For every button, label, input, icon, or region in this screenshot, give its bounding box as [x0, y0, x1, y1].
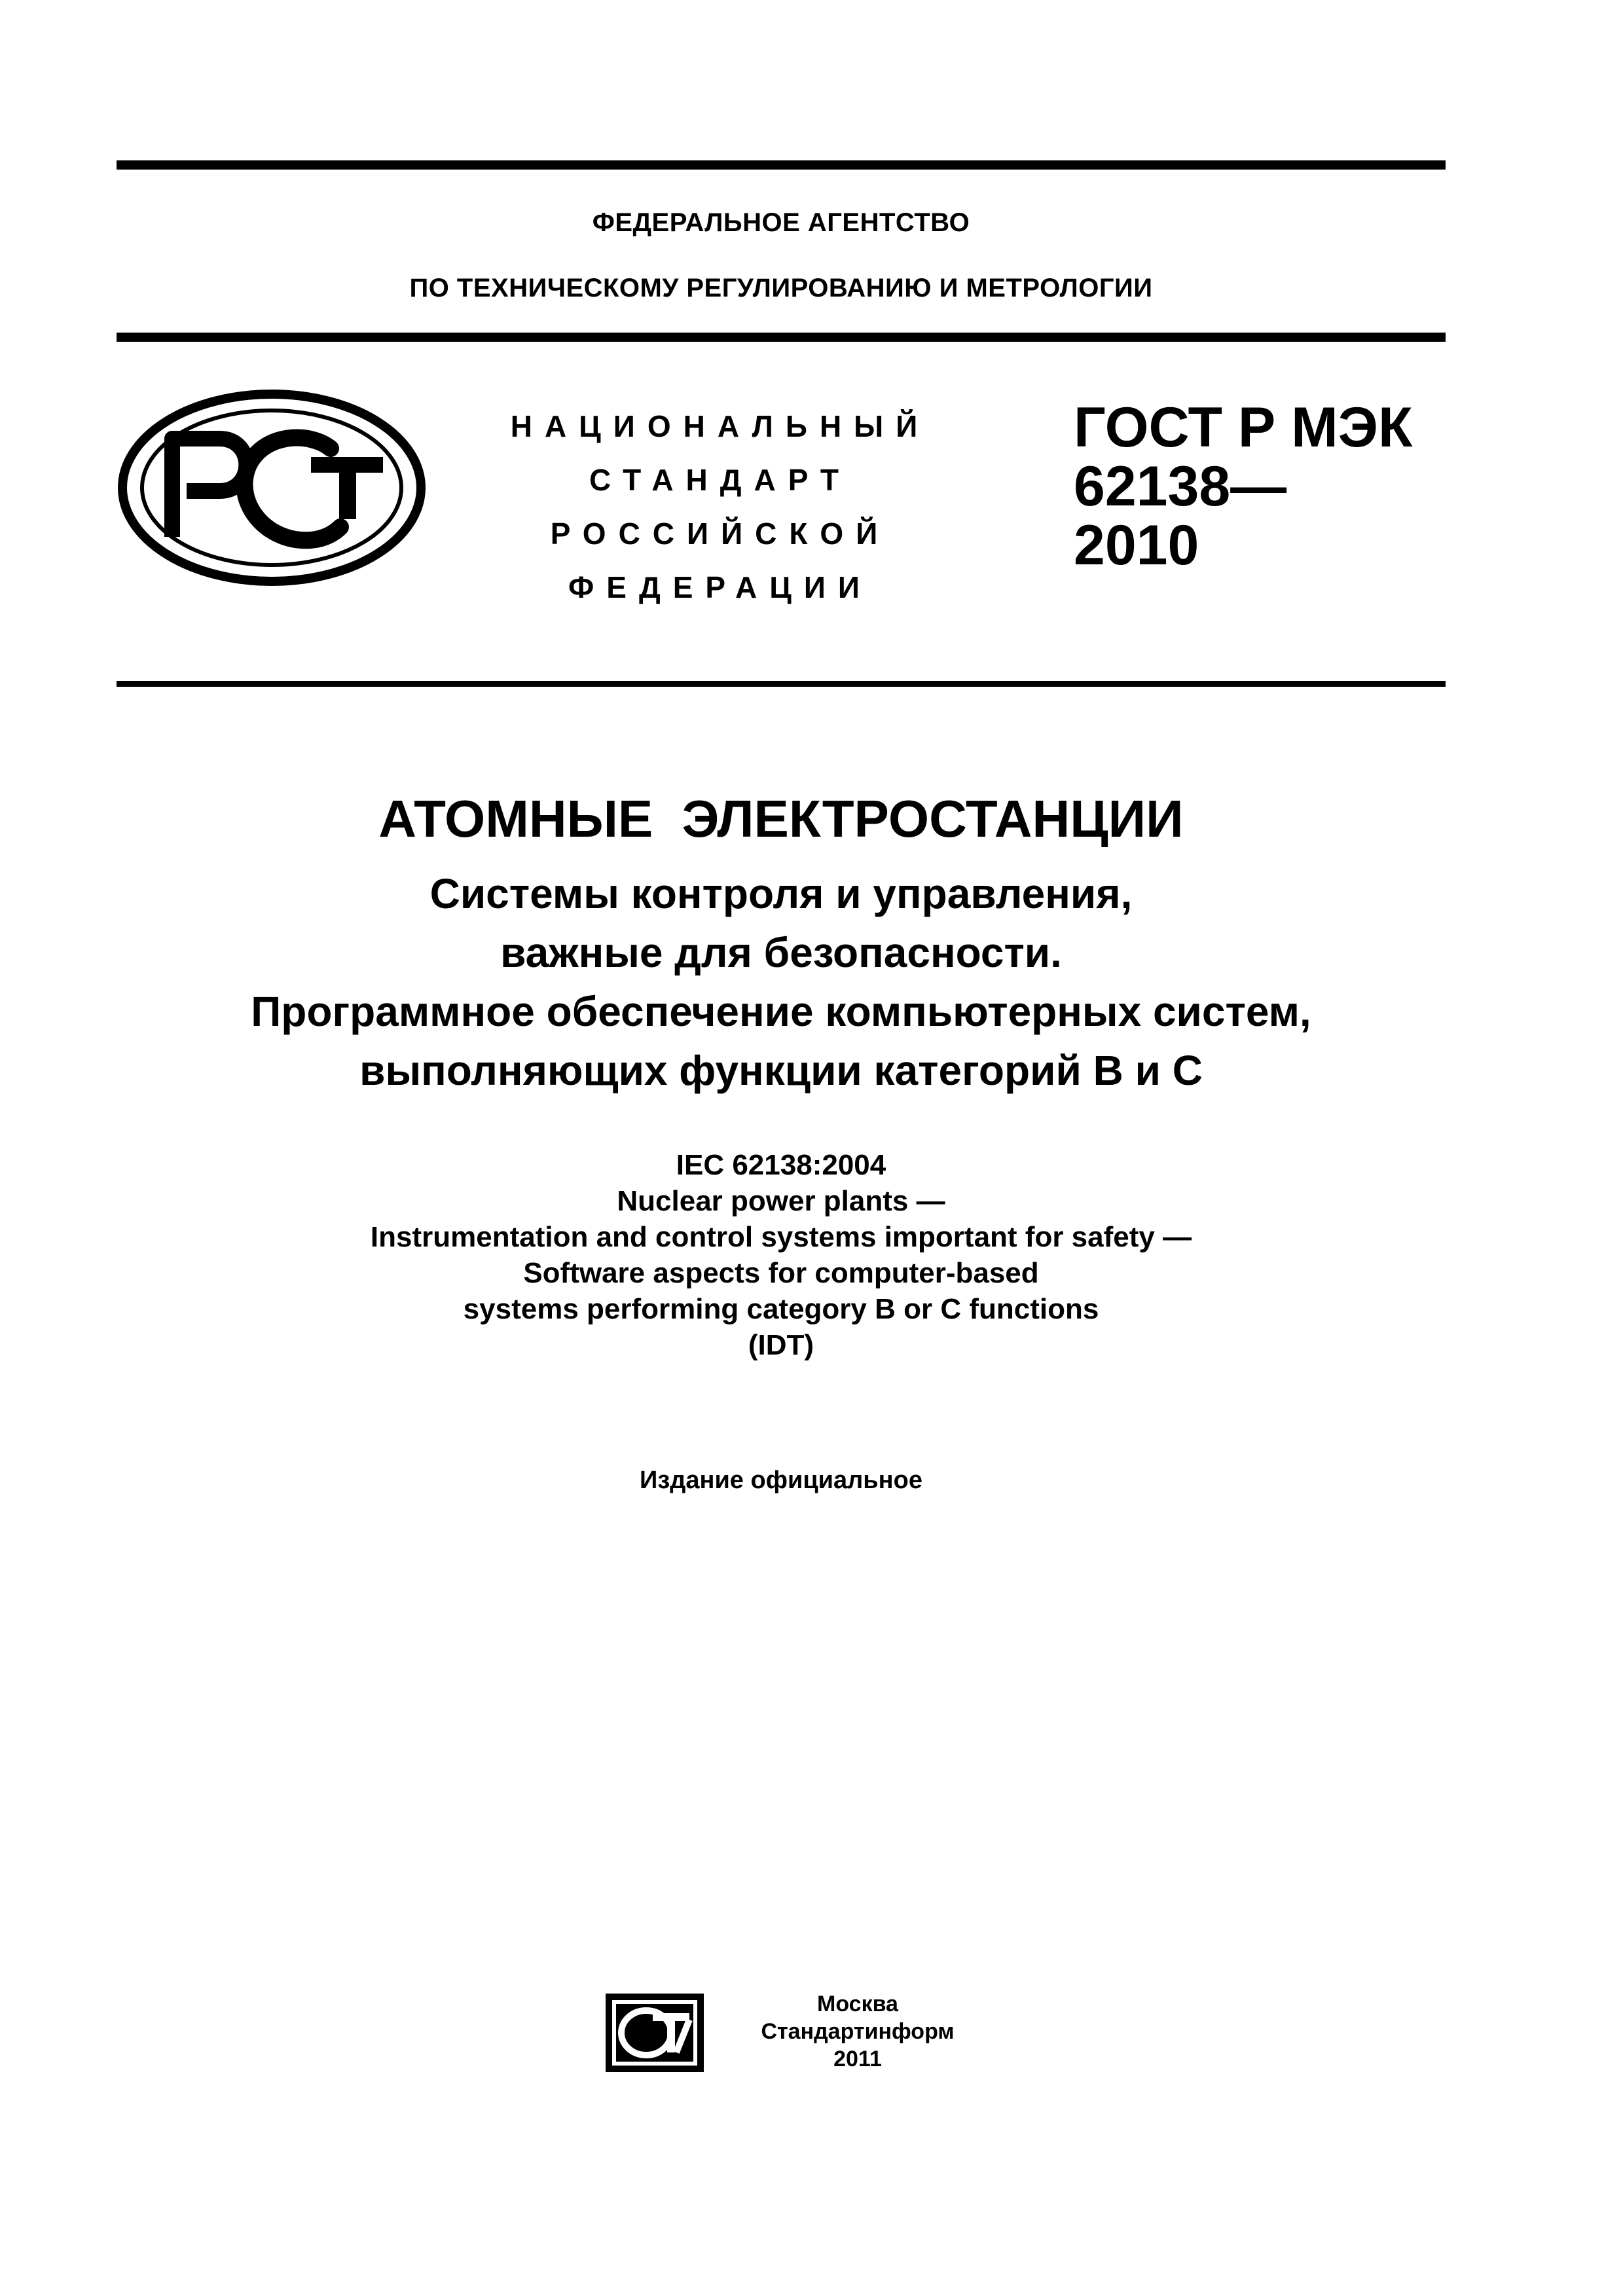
header-bottom-rule — [117, 333, 1446, 342]
publisher-year: 2011 — [833, 2047, 882, 2071]
subtitle-line: важные для безопасности. — [500, 929, 1062, 976]
iec-line: systems performing category B or C functions — [463, 1293, 1099, 1325]
iec-line: Instrumentation and control systems important for safety — — [370, 1221, 1192, 1253]
designation-line1: ГОСТ Р МЭК — [1074, 396, 1413, 459]
document-subtitle — [117, 864, 1446, 1100]
document-title: АТОМНЫЕ ЭЛЕКТРОСТАНЦИИ — [378, 790, 1184, 848]
national-standard-line: РОССИЙСКОЙ — [550, 517, 890, 551]
iec-line: Nuclear power plants — — [617, 1185, 945, 1217]
publisher-name: Стандартинформ — [761, 2019, 955, 2044]
standard-designation — [1074, 396, 1413, 577]
agency-name-line1: ФЕДЕРАЛЬНОЕ АГЕНТСТВО — [592, 208, 970, 237]
subtitle-line: Программное обеспечение компьютерных систем, — [251, 988, 1311, 1035]
iec-line: (IDT) — [748, 1329, 814, 1361]
publisher-block — [753, 1990, 962, 2073]
national-standard-block — [471, 399, 969, 614]
agency-name-line2: ПО ТЕХНИЧЕСКОМУ РЕГУЛИРОВАНИЮ И МЕТРОЛОГИИ — [409, 274, 1153, 302]
designation-line2: 62138— — [1074, 455, 1287, 518]
designation-line3: 2010 — [1074, 514, 1199, 577]
iec-reference — [117, 1147, 1446, 1363]
publisher-city: Москва — [817, 1992, 898, 2016]
national-standard-line: ФЕДЕРАЦИИ — [568, 570, 872, 604]
top-rule — [117, 160, 1446, 170]
standartinform-logo-icon — [606, 1994, 704, 2072]
edition-label: Издание официальное — [640, 1467, 922, 1494]
subtitle-line: выполняющих функции категорий В и С — [359, 1047, 1203, 1094]
designation-bottom-rule — [117, 681, 1446, 687]
national-standard-line: СТАНДАРТ — [589, 463, 851, 497]
rst-logo-icon — [115, 386, 429, 589]
subtitle-line: Системы контроля и управления, — [429, 870, 1133, 917]
national-standard-line: НАЦИОНАЛЬНЫЙ — [510, 409, 930, 443]
iec-line: IEC 62138:2004 — [676, 1149, 886, 1181]
iec-line: Software aspects for computer-based — [523, 1257, 1039, 1289]
